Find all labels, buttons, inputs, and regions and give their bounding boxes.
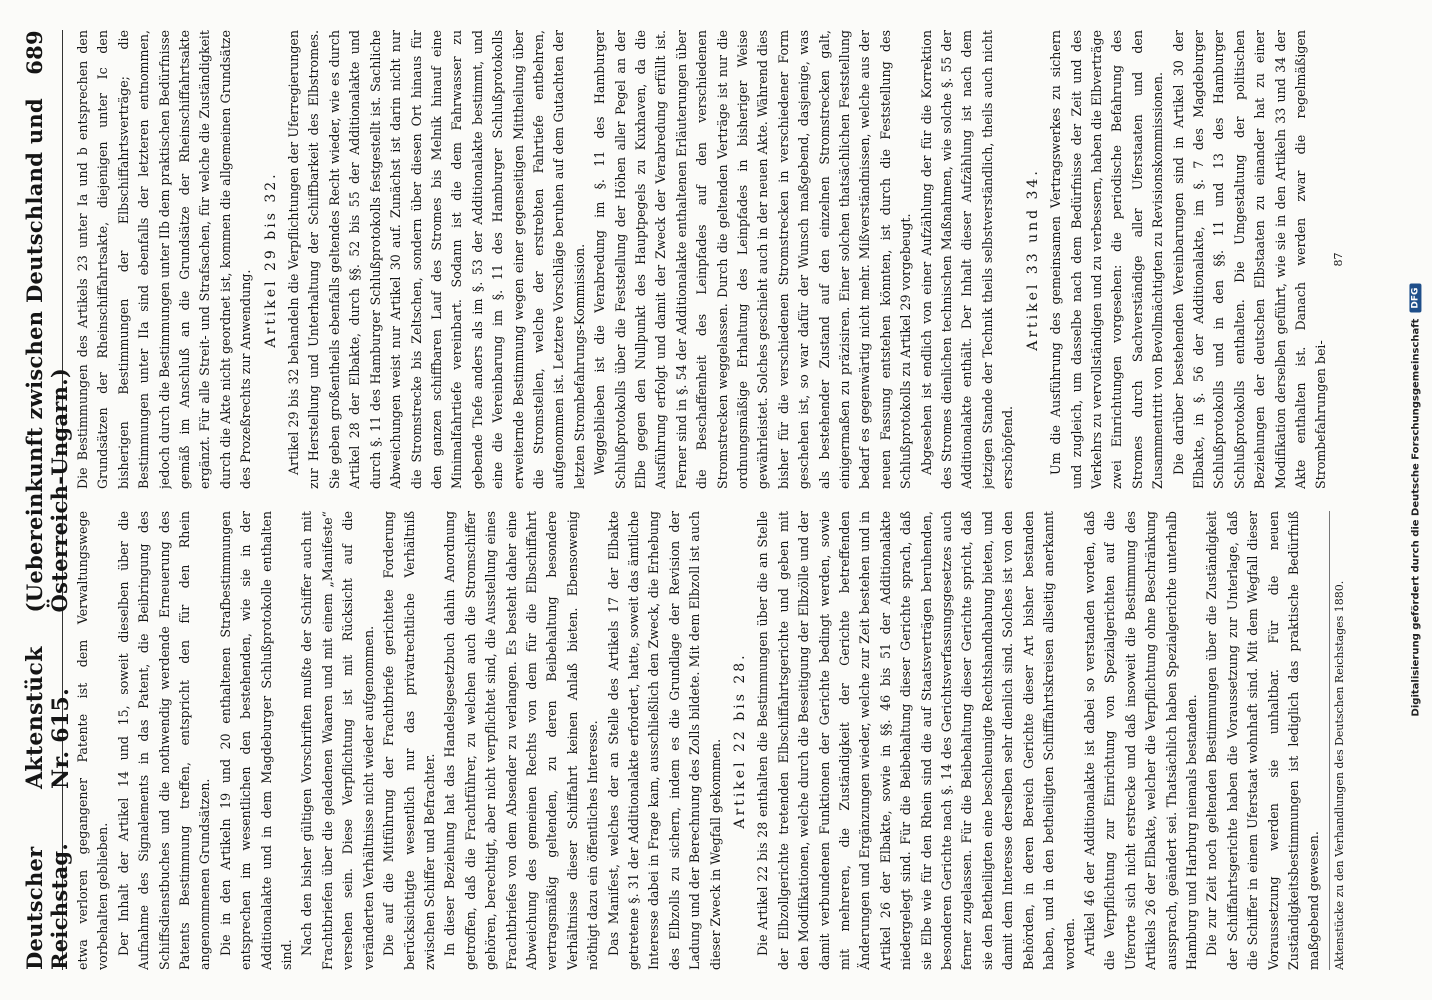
watermark-text: Digitalisierung gefördert durch die Deutsche Forschungsgemeinschaft <box>1409 318 1421 717</box>
header-journal: Deutscher Reichstag. <box>22 843 72 970</box>
paragraph: Nach den bisher gültigen Vorschriften mußte der Schiffer auch mit Frachtbriefen über die geladenen Waaren und mit einem „Manifeste“ versehen sein. Diese Verpflichtung ist mit Rücksicht auf die veränderten Verhältnisse nicht wieder aufgenommen. <box>299 511 376 970</box>
running-head <box>22 30 74 970</box>
paragraph: Artikel 29 bis 32 behandeln die Verpflichtungen der Uferregierungen zur Herstellung und Unterhaltung der Schiffbarkeit des Elbstromes. Sie geben großentheils ebenfalls geltendes Recht wieder, wie es durch Artikel 28 der Elbakte, durch §§. 52 bis 55 der Additionalakte und durch §. 11 des Hamburger Schlußprotokolls festgestellt ist. Sachliche Abweichungen weist nur Artikel 30 auf. Zunächst ist darin nicht nur die Stromstrecke bis Zeltschen, sondern über diesen Ort hinaus für den ganzen schiffbaren Lauf des Stromes bis Melnik hinauf eine Minimalfahrtiefe vereinbart. Sodann ist die dem Fahrwasser zu gebende Tiefe anders als im §. 53 der Additionalakte bestimmt, und eine die Vereinbarung im §. 11 des Hamburger Schlußprotokolls erweiternde Bestimmung wegen einer gegenseitigen Mittheilung über die Stromstellen, welche der erstrebten Fahrtiefe entbehren, aufgenommen ist. Letztere Vorschläge beruhen auf dem Gutachten der letzten Strombefahrungs-Kommission. <box>286 30 587 489</box>
page-number: 689 <box>22 30 47 75</box>
section-heading: Artikel 22 bis 28. <box>732 652 748 829</box>
paragraph: Um die Ausführung des gemeinsamen Vertragswerkes zu sichern und zugleich, um dasselbe nach dem Bedürfnisse der Zeit und des Verkehrs zu vervollständigen und zu verbessern, haben die Elbverträge zwei Einrichtungen vorgesehen: die periodische Befahrung des Stromes durch Sachverständige aller Uferstaaten und den Zusammentritt von Bevollmächtigten zu Revisionskommissionen. <box>1048 30 1166 489</box>
paragraph: Weggeblieben ist die Verabredung im §. 11 des Hamburger Schlußprotokolls über die Feststellung der Höhen aller Pegel an der Elbe gegen den Nullpunkt des Hauptpegels zu Kuxhaven, da die Ausführung erfolgt und damit der Zweck der Verabredung erfüllt ist. Ferner sind in §. 54 der Additionalakte enthaltenen Erläuterungen über die Beschaffenheit des Leinpfades auf den verschiedenen Stromstrecken weggelassen. Durch die geltenden Verträge ist nur die ordnungsmäßige Erhaltung des Leinpfades in bisheriger Weise gewährleistet. Solches geschieht auch in der neuen Akte. Während dies bisher für die verschiedenen Stromstrecken in verschiedener Form geschehen ist, so war dafür der Wunsch maßgebend, dasjenige, was als bestehender Zustand auf den einzelnen Stromstrecken galt, einigermaßen zu präzisiren. Einer solchen thatsächlichen Feststellung bedarf es gegenwärtig nicht mehr. Mißverständnissen, welche aus der neuen Fassung entstehen könnten, ist durch die Feststellung des Schlußprotokolls zu Artikel 29 vorgebeugt. <box>592 30 914 489</box>
header-subject: (Uebereinkunft zwischen Deutschland und Österreich-Ungarn.) <box>22 98 72 613</box>
paragraph: Artikel 46 der Additionalakte ist dabei so verstanden worden, daß die Verpflichtung zur Einrichtung von Spezialgerichten auf die Uferorte sich nicht erstrecke und daß insoweit die Bestimmung des Artikels 26 der Elbakte, welcher die Verpflichtung ohne Beschränkung aussprach, geändert sei. Thatsächlich haben Spezialgerichte unterhalb Hamburg und Harburg niemals bestanden. <box>1081 511 1199 970</box>
paragraph: Die in den Artikeln 19 und 20 enthaltenen Strafbestimmungen entsprechen im wesentlichen den bestehenden, wie sie in der Additionalakte und in dem Magdeburger Schlußprotokolle enthalten sind. <box>217 511 295 970</box>
paragraph: Abgesehen ist endlich von einer Aufzählung der für die Korrektion des Stromes dienlichen technischen Maßnahmen, wie solche §. 55 der Additionalakte enthält. Der Inhalt dieser Aufzählung ist nach dem jetzigen Stande der Technik theils selbstverständlich, theils auch nicht erschöpfend. <box>918 30 1016 489</box>
paragraph: Die Artikel 22 bis 28 enthalten die Bestimmungen über die an Stelle der Elbzollgerichte tretenden Elbschiffahrtsgerichte und geben mit den Modifikationen, welche durch die Beseitigung der Elbzölle und der damit verbundenen Funktionen der Gerichte bedingt werden, sowie mit mehreren, die Zuständigkeit der Gerichte betreffenden Änderungen und Ergänzungen wieder, welche zur Zeit bestehen und in Artikel 26 der Elbakte, sowie in §§. 46 bis 51 der Additionalakte niedergelegt sind. Für die Beibehaltung dieser Gerichte sprach, daß sie Elbe wie für den Rhein sind die auf Staatsverträgen beruhenden, besonderen Gerichte nach §. 14 des Gerichtsverfassungsgesetzes auch ferner zugelassen. Für die Beibehaltung dieser Gerichte spricht, daß sie den Betheiligten eine beschleunigte Rechtshandhabung bieten, und damit dem Interesse derselben sehr dienlich sind. Solches ist von den Behörden, in deren Bereich Gerichte dieser Art bisher bestanden haben, und in den betheiligten Schifffahrtskreisen allseitig anerkannt worden. <box>755 511 1077 970</box>
paragraph: Die zur Zeit noch geltenden Bestimmungen über die Zuständigkeit der Schiffahrtsgerichte haben die Voraussetzung zur Unterlage, daß die Schiffer in einem Uferstaat wohnhaft sind. Mit dem Wegfall dieser Voraussetzung werden sie unhaltbar. Für die neuen Zuständigkeitsbestimmungen ist lediglich das praktische Bedürfniß maßgebend gewesen. <box>1204 511 1322 970</box>
paragraph: etwa verloren gegangener Patente ist dem Verwaltungswege vorbehalten geblieben. <box>75 511 111 970</box>
paragraph: In dieser Beziehung hat das Handelsgesetzbuch dahin Anordnung getroffen, daß die Frachtführer, zu welchen auch die Stromschiffer gehören, berechtigt, aber nicht verpflichtet sind, die Ausstellung eines Frachtbriefes von dem Absender zu verlangen. Es besteht daher eine Abweichung des gemeinen Rechts von dem für die Elbschiffahrt vertragsmäßig geltenden, zu deren Beibehaltung besondere Verhältnisse dieser Schiffahrt keinen Anlaß bieten. Ebensowenig nöthigt dazu ein öffentliches Interesse. <box>442 511 601 970</box>
section-heading: Artikel 33 und 34. <box>1024 168 1041 351</box>
paragraph: Das Manifest, welches der an Stelle des Artikels 17 der Elbakte getretene §. 31 der Additionalakte erfordert, hatte, soweit das ämtliche Interesse dabei in Frage kam, ausschließlich den Zweck, die Erhebung des Elbzolls zu sichern, indem es die Grundlage der Revision der Ladung und der Berechnung des Zolls bildete. Mit dem Elbzoll ist auch dieser Zweck in Wegfall gekommen. <box>605 511 723 970</box>
section-heading: Artikel 29 bis 32. <box>262 171 279 348</box>
digitization-watermark <box>1404 10 1426 990</box>
sheet-signature: 87 <box>1331 252 1345 267</box>
paragraph: Die Bestimmungen des Artikels 23 unter Ia und b entsprechen den Grundsätzen der Rheinschiffahrtsakte, diejenigen unter Ic den bisherigen Bestimmungen der Elbschiffahrtsverträge; die Bestimmungen unter IIa sind ebenfalls der letzteren entnommen, jedoch durch die Bestimmungen unter IIb dem praktischen Bedürfnisse gemäß im Anschluß an die Grundsätze der Rheinschiffahrtsakte ergänzt. Für alle Streit- und Strafsachen, für welche die Zuständigkeit durch die Akte nicht geordnet ist, kommen die allgemeinen Grundsätze des Prozeßrechts zur Anwendung. <box>75 30 254 489</box>
footer-note: Aktenstücke zu den Verhandlungen des Deutschen Reichstages 1880. <box>1329 511 1348 970</box>
paragraph: Die auf die Mitführung der Frachtbriefe gerichtete Forderung berücksichtigte wesentlich nur das privatrechtliche Verhältniß zwischen Schiffer und Befrachter. <box>381 511 437 970</box>
header-document-number: Aktenstück Nr. 615. <box>22 646 74 789</box>
paragraph: Die darüber bestehenden Vereinbarungen sind in Artikel 30 der Elbakte, in §. 56 der Additionalakte, im §. 7 des Magdeburger Schlußprotokolls und in den §§. 11 und 13 des Hamburger Schlußprotokolls enthalten. Die Umgestaltung der politischen Beziehungen der deutschen Elbstaaten zu einander hat zu einer Modifikation derselben geführt, wie sie in den Artikeln 33 und 34 der Akte enthalten ist. Danach werden zwar die regelmäßigen Strombefahrungen bei- <box>1170 30 1329 489</box>
dfg-logo: DFG <box>1409 284 1421 313</box>
text-columns <box>73 30 1373 970</box>
left-column <box>73 511 1373 970</box>
right-column <box>73 30 1373 489</box>
paragraph: Der Inhalt der Artikel 14 und 15, soweit dieselben über die Aufnahme des Signalements in das Patent, die Beibringung des Schiffsdienstbuches und die nothwendig werdende Erneuerung des Patents Bestimmung treffen, entspricht den für den Rhein angenommenen Grundsätzen. <box>115 511 213 970</box>
